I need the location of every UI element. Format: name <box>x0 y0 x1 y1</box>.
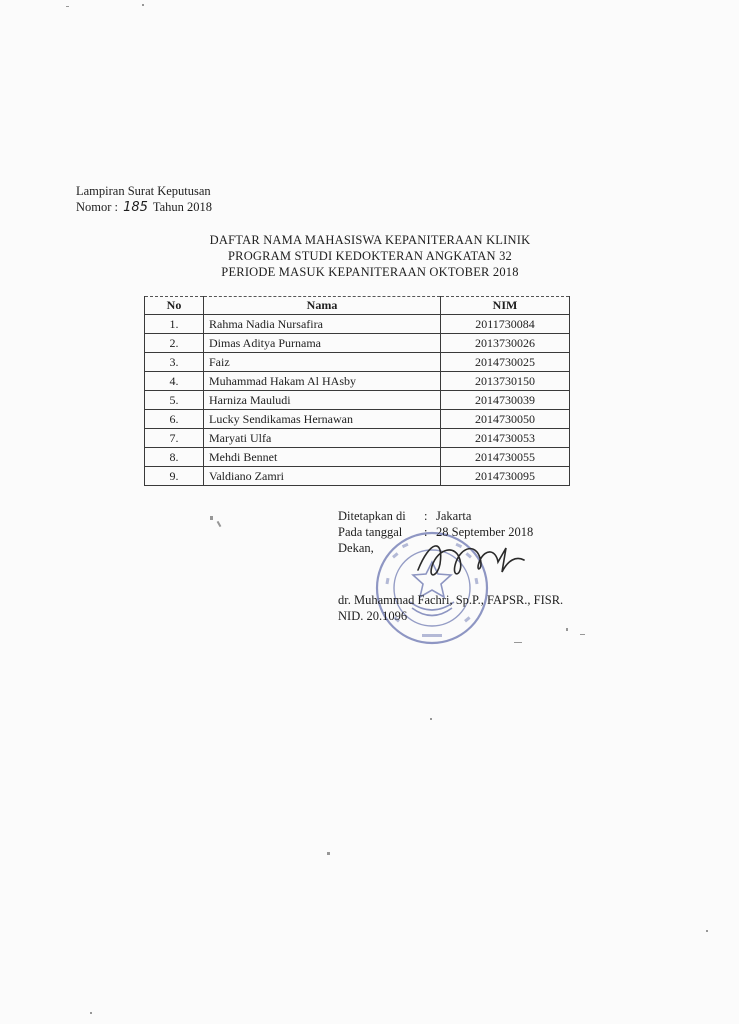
row-number: 2. <box>145 334 204 353</box>
position-row <box>338 540 533 556</box>
row-number: 3. <box>145 353 204 372</box>
student-nim: 2014730039 <box>441 391 570 410</box>
table-row <box>145 334 570 353</box>
student-name: Faiz <box>204 353 441 372</box>
student-name: Dimas Aditya Purnama <box>204 334 441 353</box>
row-number: 6. <box>145 410 204 429</box>
student-nim: 2014730053 <box>441 429 570 448</box>
table-header-row <box>145 297 570 315</box>
student-name: Harniza Mauludi <box>204 391 441 410</box>
document-title <box>120 232 620 280</box>
student-nim: 2013730150 <box>441 372 570 391</box>
attachment-line: Lampiran Surat Keputusan <box>76 184 211 198</box>
table-row <box>145 391 570 410</box>
signature-block <box>338 508 564 623</box>
signer-name: dr. Muhammad Fachri, Sp.P., FAPSR., FISR. <box>338 593 564 607</box>
place-row: Ditetapkan di : Jakarta <box>338 509 472 523</box>
position-title: Dekan, <box>338 541 374 555</box>
table-row <box>145 372 570 391</box>
row-number: 5. <box>145 391 204 410</box>
date-label: Pada tanggal <box>338 525 403 539</box>
student-nim: 2014730025 <box>441 353 570 372</box>
student-nim: 2011730084 <box>441 315 570 334</box>
place-label: Ditetapkan di <box>338 509 406 523</box>
row-number: 1. <box>145 315 204 334</box>
table-row <box>145 467 570 486</box>
table-row <box>145 448 570 467</box>
student-name: Muhammad Hakam Al HAsby <box>204 372 441 391</box>
handwritten-number: 185 <box>123 200 148 215</box>
year-text: Tahun 2018 <box>152 200 213 214</box>
student-nim: 2014730050 <box>441 410 570 429</box>
student-name: Lucky Sendikamas Hernawan <box>204 410 441 429</box>
table-row <box>145 429 570 448</box>
number-label: Nomor : <box>76 200 119 214</box>
table-row <box>145 353 570 372</box>
row-number: 8. <box>145 448 204 467</box>
attachment-header <box>76 183 212 216</box>
title-line-1: DAFTAR NAMA MAHASISWA KEPANITERAAN KLINIK <box>209 233 531 247</box>
column-header-no: No <box>145 297 204 315</box>
date-row: Pada tanggal : 28 September 2018 <box>338 525 534 539</box>
column-header-nim: NIM <box>441 297 570 315</box>
student-nim: 2013730026 <box>441 334 570 353</box>
table-row <box>145 315 570 334</box>
student-name: Valdiano Zamri <box>204 467 441 486</box>
student-name: Rahma Nadia Nursafira <box>204 315 441 334</box>
column-header-name: Nama <box>204 297 441 315</box>
signer-id: NID. 20.1096 <box>338 609 408 623</box>
place-value: Jakarta <box>436 509 472 523</box>
row-number: 9. <box>145 467 204 486</box>
date-value: 28 September 2018 <box>436 525 534 539</box>
title-line-3: PERIODE MASUK KEPANITERAAN OKTOBER 2018 <box>221 265 519 279</box>
table-row <box>145 410 570 429</box>
student-name: Mehdi Bennet <box>204 448 441 467</box>
student-name: Maryati Ulfa <box>204 429 441 448</box>
row-number: 7. <box>145 429 204 448</box>
student-table <box>144 296 570 486</box>
title-line-2: PROGRAM STUDI KEDOKTERAN ANGKATAN 32 <box>228 249 512 263</box>
student-nim: 2014730095 <box>441 467 570 486</box>
decree-number-line <box>76 199 212 216</box>
row-number: 4. <box>145 372 204 391</box>
student-nim: 2014730055 <box>441 448 570 467</box>
